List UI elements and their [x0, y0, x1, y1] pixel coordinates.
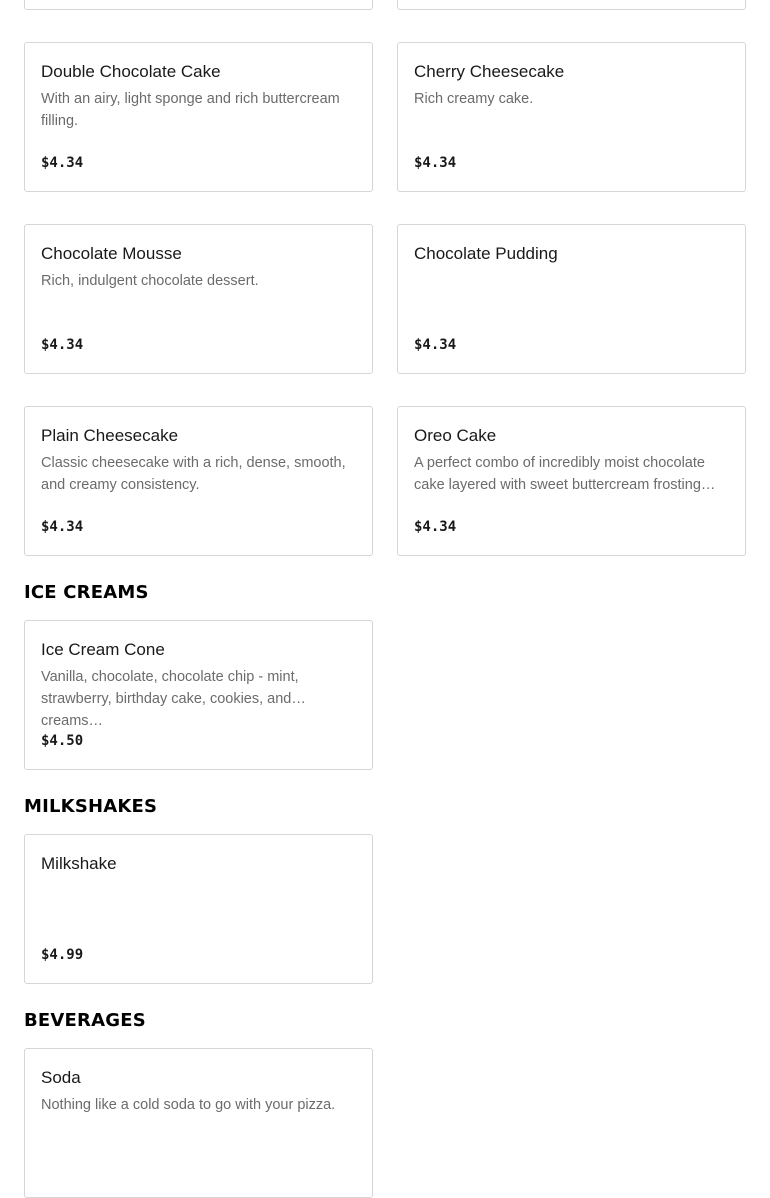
item-name: Milkshake [41, 854, 117, 873]
item-name: Plain Cheesecake [41, 426, 179, 445]
item-name: Chocolate Mousse [41, 244, 182, 263]
menu-item-card[interactable] [24, 620, 373, 770]
item-description: A perfect combo of incredibly moist chocolate cake layered with sweet buttercream frosting… [414, 455, 716, 493]
menu-item-card[interactable] [397, 406, 746, 556]
item-name: Double Chocolate Cake [41, 62, 221, 81]
section-title-milkshakes: MILKSHAKES [24, 796, 158, 817]
item-price: $4.34 [414, 155, 457, 171]
menu-item-card[interactable] [24, 224, 373, 374]
item-description: With an airy, light sponge and rich buttercream filling. [41, 91, 340, 129]
item-price: $4.34 [414, 519, 457, 535]
menu-item-card[interactable] [397, 224, 746, 374]
menu-item-card-partial[interactable] [397, 0, 746, 10]
item-name: Oreo Cake [414, 426, 497, 445]
item-price: $4.34 [41, 337, 84, 353]
section-title-ice-creams: ICE CREAMS [24, 582, 149, 603]
item-price: $4.34 [41, 155, 84, 171]
item-name: Ice Cream Cone [41, 640, 165, 659]
item-description: Classic cheesecake with a rich, dense, smooth, and creamy consistency. [41, 455, 346, 493]
item-name: Cherry Cheesecake [414, 62, 565, 81]
menu-item-card-partial[interactable] [24, 0, 373, 10]
item-name: Soda [41, 1068, 81, 1087]
item-price: $4.50 [41, 733, 84, 749]
item-price: $4.99 [41, 947, 84, 963]
item-name: Chocolate Pudding [414, 244, 558, 263]
item-description: Rich creamy cake. [414, 91, 534, 107]
section-title-beverages: BEVERAGES [24, 1010, 146, 1031]
item-price: $4.34 [41, 519, 84, 535]
item-description: Nothing like a cold soda to go with your pizza. [41, 1097, 336, 1113]
item-description: Rich, indulgent chocolate dessert. [41, 273, 259, 289]
menu-item-card[interactable] [24, 406, 373, 556]
menu-item-card[interactable] [24, 1048, 373, 1198]
menu-item-card[interactable] [24, 834, 373, 984]
item-price: $4.34 [414, 337, 457, 353]
menu-item-card[interactable] [397, 42, 746, 192]
item-description: Vanilla, chocolate, chocolate chip - mint, strawberry, birthday cake, cookies, and creams… [41, 669, 299, 729]
menu-item-card[interactable] [24, 42, 373, 192]
